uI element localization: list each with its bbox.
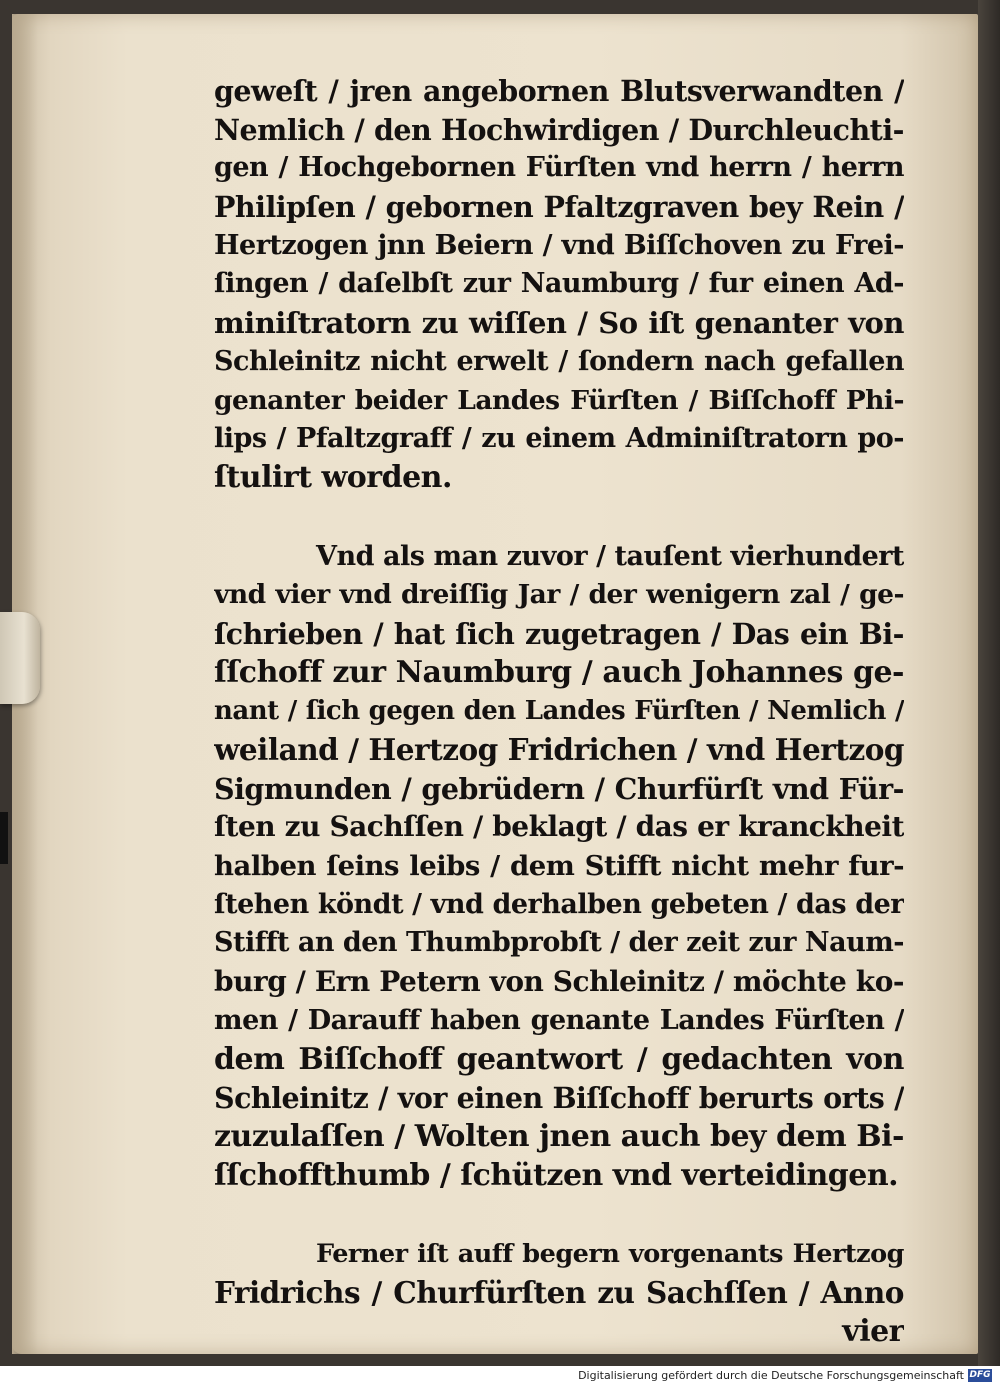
dfg-logo-icon: DFG [969, 1370, 991, 1380]
text-line: ſtehen köndt / vnd derhalben gebeten / das der [214, 888, 904, 920]
text-line: gen / Hochgebornen Fürſten vnd herrn / herrn [214, 152, 904, 184]
text-line: ſſchoffthumb / ſchützen vnd verteidingen. [214, 1157, 899, 1193]
text-line: Sigmunden / gebrüdern / Churfürſt vnd Für- [214, 771, 904, 806]
text-line: ſſchoff zur Naumburg / auch Johannes ge- [214, 654, 904, 690]
text-line: zuzulaſſen / Wolten jnen auch bey dem Bi- [214, 1118, 904, 1154]
paragraph-3 [214, 1235, 904, 1351]
text-line: miniſtratorn zu wiſſen / So iſt genanter von [214, 306, 904, 341]
scan-right-edge [978, 0, 1000, 1366]
paragraph-1 [214, 72, 904, 498]
paragraph-gap [214, 498, 904, 538]
text-line: burg / Ern Petern von Schleinitz / möchte ko- [214, 965, 904, 999]
funding-notice: Digitalisierung gefördert durch die Deutsche Forschungsgemeinschaft [578, 1369, 964, 1382]
edge-mark [0, 812, 8, 864]
text-line: halben ſeins leibs / dem Stifft nicht mehr fur- [214, 850, 904, 883]
text-line: ſingen / daſelbſt zur Naumburg / fur einen Ad- [214, 268, 904, 300]
paragraph-gap [214, 1195, 904, 1235]
text-line: lips / Pfaltzgraff / zu einem Adminiſtratorn po- [214, 423, 904, 455]
text-line: Ferner iſt auff begern vorgenants Hertzog [316, 1239, 904, 1270]
page-text-block [214, 72, 904, 1351]
text-line: Philipſen / gebornen Pfaltzgraven bey Rein / [214, 190, 904, 225]
text-line: men / Darauff haben genante Landes Fürſten / [214, 1004, 904, 1036]
text-line: dem Biſſchoff geantwort / gedachten von [214, 1041, 904, 1077]
text-line: ſchrieben / hat ſich zugetragen / Das ein Bi- [214, 616, 904, 651]
text-line: vnd vier vnd dreiſſig Jar / der wenigern zal / ge- [214, 579, 904, 611]
text-line: Fridrichs / Churfürſten zu Sachſſen / Anno [214, 1274, 904, 1310]
text-line: Nemlich / den Hochwirdigen / Durchleuchti- [214, 112, 904, 147]
text-line: Schleinitz / vor einen Biſſchoff berurts orts / [214, 1081, 904, 1116]
text-line: geweſt / jren angebornen Blutsverwandten / [214, 74, 904, 108]
text-line: ſtulirt worden. [214, 459, 452, 495]
text-line: nant / ſich gegen den Landes Fürſten / Nemlich / [214, 696, 904, 727]
text-line: Vnd als man zuvor / tauſent vierhundert [316, 540, 904, 572]
text-line: weiland / Hertzog Fridrichen / vnd Hertzog [214, 732, 904, 767]
text-line: ſten zu Sachſſen / beklagt / das er kranckheit [214, 810, 904, 844]
text-line: Schleinitz nicht erwelt / ſondern nach gefallen [214, 345, 904, 377]
page-clip [0, 612, 40, 704]
text-line: genanter beider Landes Fürſten / Biſſchoff Phi- [214, 384, 904, 416]
text-line: Stifft an den Thumbprobſt / der zeit zur Naum- [214, 927, 904, 959]
text-line: Hertzogen jnn Beiern / vnd Biſſchoven zu Frei- [214, 229, 904, 261]
catchword: vier [842, 1313, 904, 1349]
paragraph-2 [214, 538, 904, 1196]
footer-bar [0, 1366, 1000, 1386]
